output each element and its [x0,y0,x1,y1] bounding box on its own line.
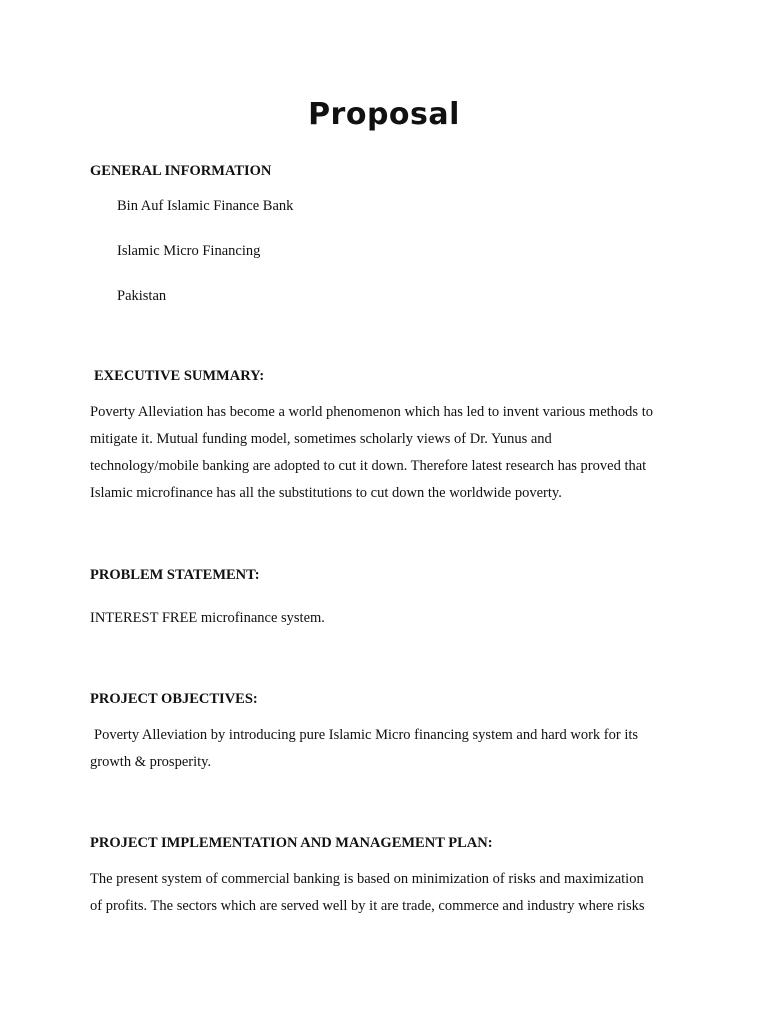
general-info-item-country: Pakistan [117,288,167,304]
problem-statement-heading: PROBLEM STATEMENT: [90,567,260,583]
implementation-plan-heading: PROJECT IMPLEMENTATION AND MANAGEMENT PLAN: [90,835,493,851]
problem-statement-line: INTEREST FREE microfinance system. [90,610,325,626]
executive-summary-line: Islamic microfinance has all the substitutions to cut down the worldwide poverty. [90,485,562,501]
executive-summary-line: mitigate it. Mutual funding model, sometimes scholarly views of Dr. Yunus and [90,431,552,447]
implementation-plan-line: of profits. The sectors which are served well by it are trade, commerce and industry where risks [90,898,645,914]
project-objectives-heading: PROJECT OBJECTIVES: [90,691,258,707]
executive-summary-heading: EXECUTIVE SUMMARY: [94,368,265,384]
implementation-plan-text [90,866,690,920]
problem-statement-text [90,605,690,632]
general-information-heading: GENERAL INFORMATION [90,163,272,179]
executive-summary-line: technology/mobile banking are adopted to cut it down. Therefore latest research has proved that [90,458,647,474]
project-objectives-line: Poverty Alleviation by introducing pure Islamic Micro financing system and hard work for its [94,727,639,743]
general-info-item-program: Islamic Micro Financing [117,243,261,259]
general-info-item-bank: Bin Auf Islamic Finance Bank [117,198,294,214]
executive-summary-text [90,399,690,507]
executive-summary-line: Poverty Alleviation has become a world phenomenon which has led to invent various methods to [90,404,653,420]
project-objectives-line: growth & prosperity. [90,754,212,770]
document-title: Proposal [308,97,460,132]
project-objectives-text [90,722,690,776]
implementation-plan-line: The present system of commercial banking is based on minimization of risks and maximization [90,871,644,887]
